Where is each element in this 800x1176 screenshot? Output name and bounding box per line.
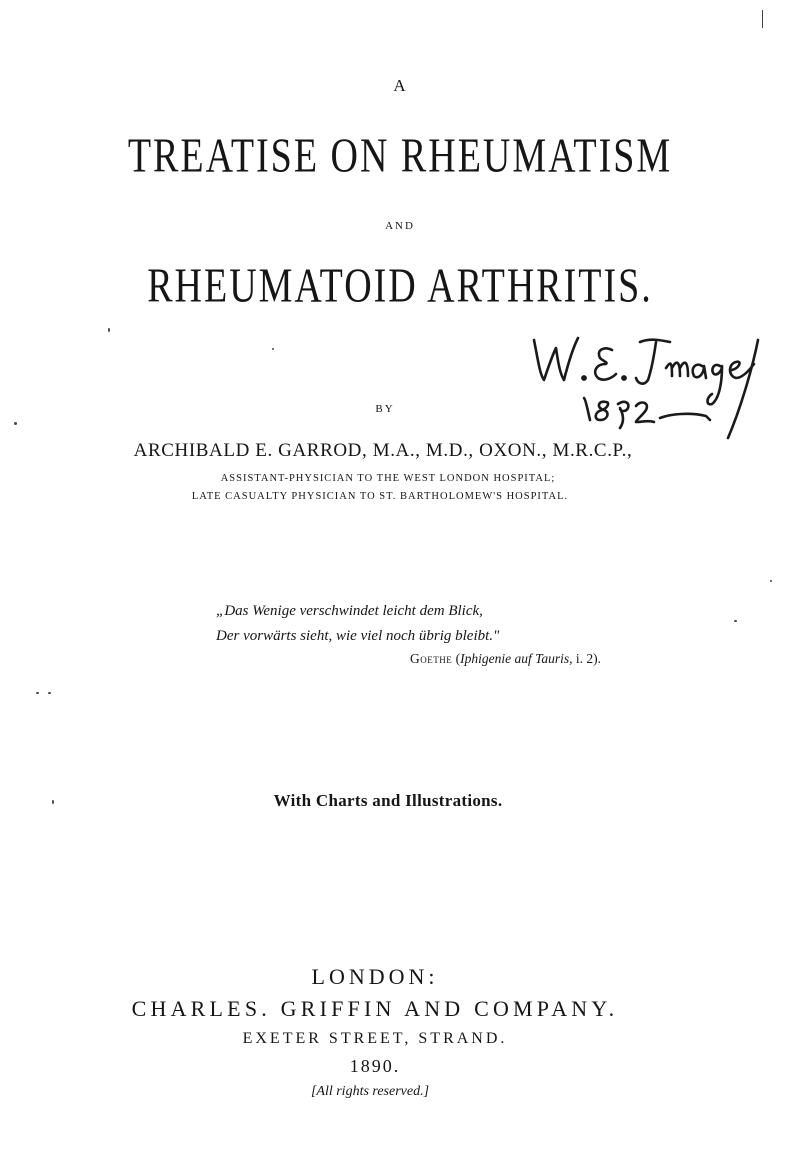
by-line: BY bbox=[375, 403, 395, 415]
title-article: A bbox=[393, 76, 407, 95]
paper-speck bbox=[36, 692, 39, 694]
attribution-name: Goethe bbox=[410, 651, 453, 666]
imprint-rights: [All rights reserved.] bbox=[310, 1084, 430, 1099]
epigraph-attribution: Goethe (Iphigenie auf Tauris, i. 2). bbox=[410, 651, 602, 666]
affiliation-line2: LATE CASUALTY PHYSICIAN TO ST. BARTHOLOMEW'S HOSPITAL. bbox=[191, 491, 569, 502]
epigraph-line2: Der vorwärts sieht, wie viel noch übrig bleibt." bbox=[216, 628, 500, 644]
illustrations-note: With Charts and Illustrations. bbox=[273, 791, 503, 810]
paper-speck bbox=[52, 800, 54, 804]
attribution-work: Iphigenie auf Tauris, bbox=[460, 651, 573, 666]
main-title-line1: TREATISE ON RHEUMATISM bbox=[127, 129, 673, 184]
paper-speck bbox=[48, 692, 51, 694]
attribution-ref: i. 2). bbox=[575, 651, 602, 666]
paper-speck bbox=[770, 580, 772, 582]
imprint-address: EXETER STREET, STRAND. bbox=[242, 1030, 508, 1047]
author-line: ARCHIBALD E. GARROD, M.A., M.D., OXON., M.R.C.P., bbox=[133, 440, 633, 461]
paper-speck bbox=[762, 10, 763, 28]
paper-speck bbox=[734, 620, 737, 622]
imprint-year: 1890. bbox=[349, 1056, 401, 1076]
paper-speck bbox=[108, 328, 110, 332]
imprint-city: LONDON: bbox=[311, 964, 439, 989]
title-connector: AND bbox=[385, 220, 415, 232]
main-title-line2: RHEUMATOID ARTHRITIS. bbox=[147, 259, 653, 314]
epigraph-line1: „Das Wenige verschwindet leicht dem Blick, bbox=[216, 603, 483, 619]
paper-speck bbox=[14, 422, 17, 425]
paper-speck bbox=[272, 348, 274, 350]
imprint-publisher: CHARLES. GRIFFIN AND COMPANY. bbox=[131, 996, 619, 1021]
affiliation-line1: ASSISTANT-PHYSICIAN TO THE WEST LONDON HOSPITAL; bbox=[220, 473, 556, 484]
handwritten-signature bbox=[520, 320, 770, 450]
